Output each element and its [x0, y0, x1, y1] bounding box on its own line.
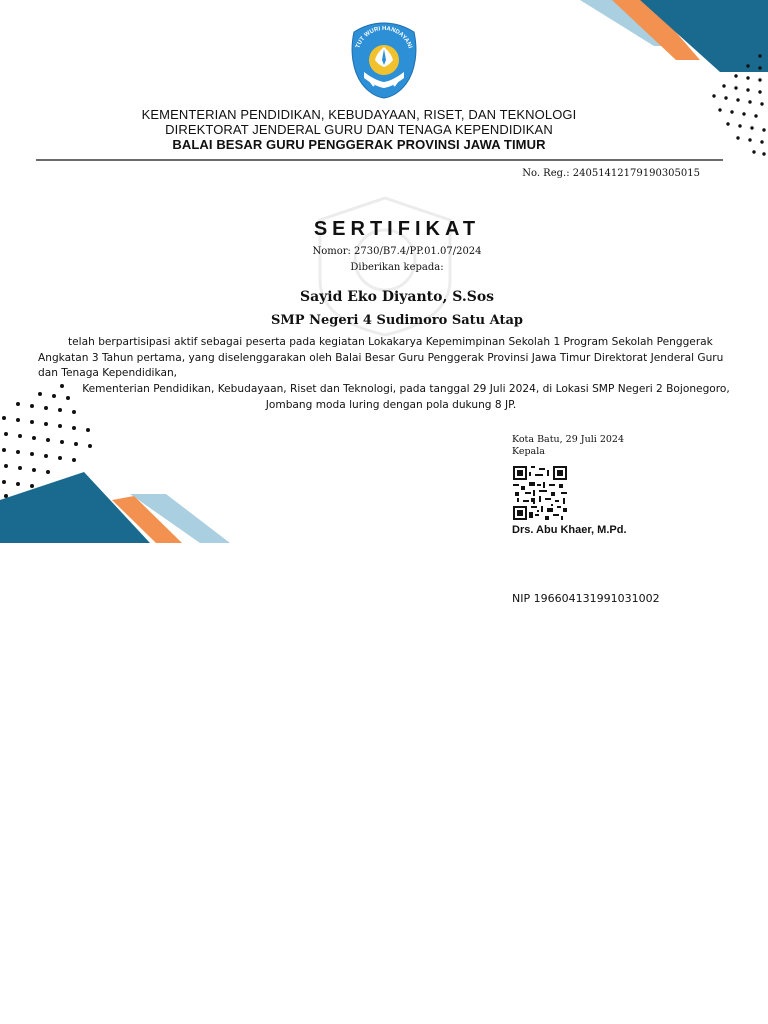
header-divider: [36, 159, 723, 161]
sign-position: Kepala: [512, 446, 545, 457]
certificate-number: Nomor: 2730/B7.4/PP.01.07/2024: [312, 246, 482, 257]
qr-code: [513, 466, 567, 520]
signer-name: Drs. Abu Khaer, M.Pd.: [512, 524, 627, 536]
ministry-name: KEMENTERIAN PENDIDIKAN, KEBUDAYAAN, RISET, DAN TEKNOLOGI: [141, 107, 577, 122]
recipient-school: SMP Negeri 4 Sudimoro Satu Atap: [271, 313, 523, 328]
certificate-title: SERTIFIKAT: [313, 218, 481, 240]
signer-nip: NIP 196604131991031002: [512, 592, 660, 605]
office-name: BALAI BESAR GURU PENGGERAK PROVINSI JAWA TIMUR: [172, 137, 546, 152]
directorate-name: DIREKTORAT JENDERAL GURU DAN TENAGA KEPENDIDIKAN: [165, 122, 553, 137]
ministry-logo: [344, 20, 424, 100]
participation-paragraph: telah berpartisipasi aktif sebagai peserta pada kegiatan Lokakarya Kepemimpinan Sekolah 1 Program Sekolah Penggerak Angkatan 3 Tahun pertama, yang diselenggarakan oleh Balai Besar Guru Penggerak Provinsi Jawa Timur Direktorat Jenderal Guru dan Tenaga Kependidikan,: [38, 336, 724, 379]
recipient-name: Sayid Eko Diyanto, S.Sos: [299, 289, 495, 305]
given-to-label: Diberikan kepada:: [350, 262, 444, 273]
logo-motto: TUT WURI HANDAYANI: [355, 25, 413, 50]
ministry-paragraph: Kementerian Pendidikan, Kebudayaan, Riset dan Teknologi, pada tanggal 29 Juli 2024, di Lokasi SMP Negeri 2 Bojonegoro, Jombang moda luring dengan pola dukung 8 JP.: [82, 383, 730, 411]
sign-place-date: Kota Batu, 29 Juli 2024: [512, 434, 624, 445]
registration-number: No. Reg.: 24051412179190305015: [522, 168, 700, 179]
